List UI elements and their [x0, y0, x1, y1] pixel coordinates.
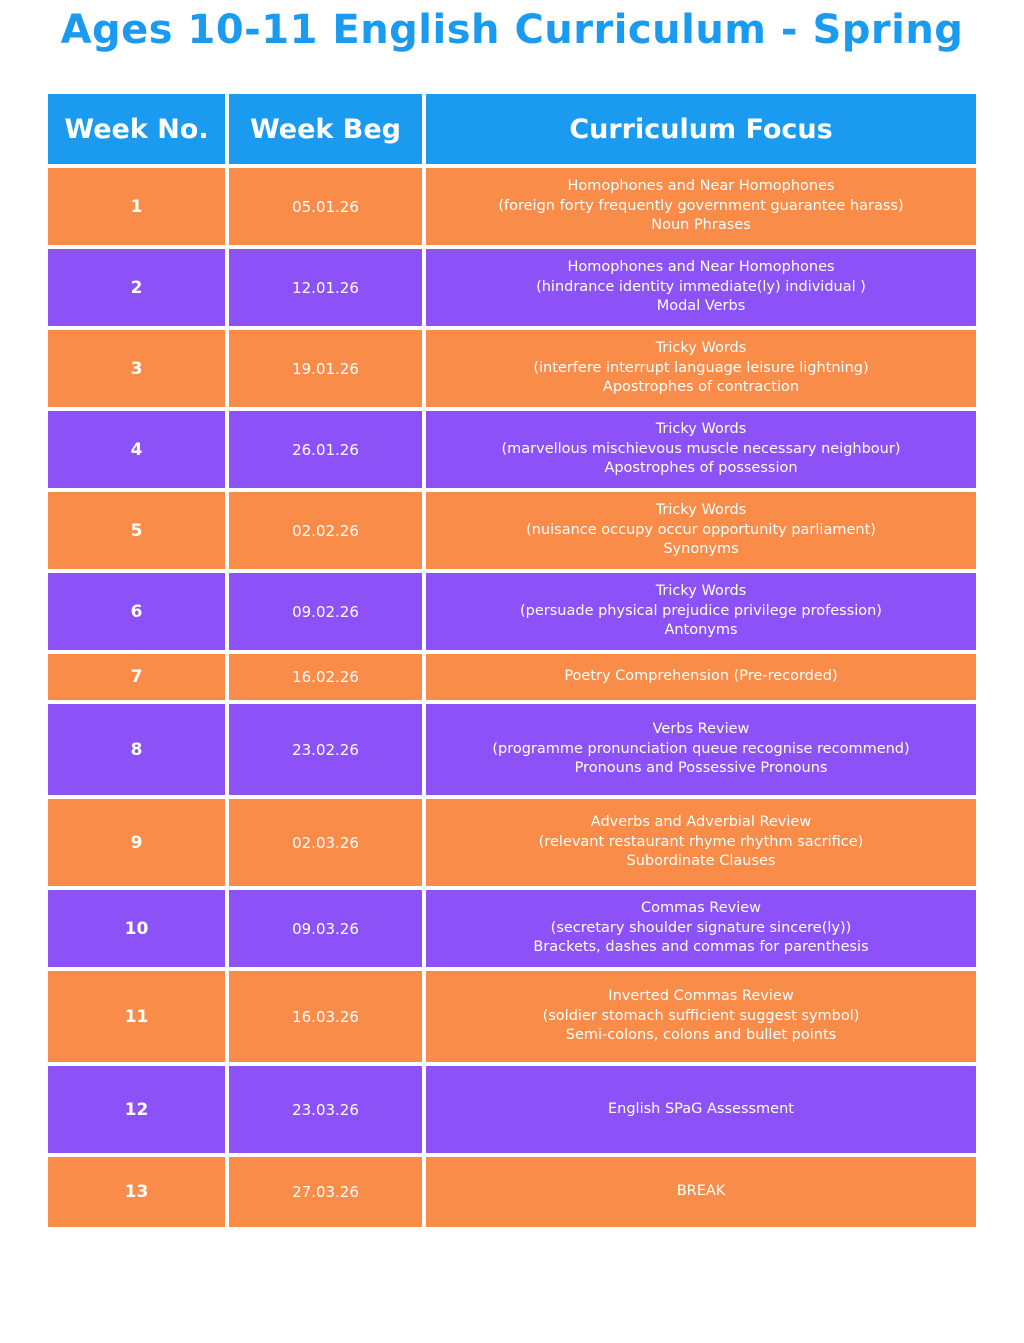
week-beginning-cell: 16.02.26 [229, 654, 422, 700]
focus-line: Verbs Review [652, 721, 750, 738]
curriculum-focus-cell [426, 168, 976, 245]
week-beginning-cell: 19.01.26 [229, 330, 422, 407]
week-beginning-cell: 02.02.26 [229, 492, 422, 569]
focus-line: (persuade physical prejudice privilege profession) [520, 602, 882, 619]
header-curriculum-focus: Curriculum Focus [426, 94, 976, 164]
focus-line: Subordinate Clauses [626, 853, 776, 870]
week-beginning-cell: 12.01.26 [229, 249, 422, 326]
focus-line: Modal Verbs [656, 298, 746, 315]
week-beginning-cell: 23.03.26 [229, 1066, 422, 1153]
week-beginning-cell: 27.03.26 [229, 1157, 422, 1227]
focus-line: (marvellous mischievous muscle necessary neighbour) [501, 440, 901, 457]
week-beginning-cell: 23.02.26 [229, 704, 422, 795]
curriculum-focus-cell [426, 1157, 976, 1227]
focus-line: Pronouns and Possessive Pronouns [574, 760, 828, 777]
focus-line: Apostrophes of contraction [602, 379, 800, 396]
focus-line: Tricky Words [655, 421, 747, 438]
curriculum-focus-cell [426, 1066, 976, 1153]
week-beginning-cell: 26.01.26 [229, 411, 422, 488]
focus-line: BREAK [676, 1183, 726, 1200]
week-number-cell: 3 [48, 330, 225, 407]
focus-line: (programme pronunciation queue recognise recommend) [492, 740, 910, 757]
curriculum-focus-cell [426, 799, 976, 886]
curriculum-focus-cell [426, 249, 976, 326]
week-number-cell: 11 [48, 971, 225, 1062]
page-title: Ages 10-11 English Curriculum - Spring [60, 7, 964, 53]
week-beginning-cell: 09.02.26 [229, 573, 422, 650]
focus-line: Tricky Words [655, 502, 747, 519]
week-beginning-cell: 16.03.26 [229, 971, 422, 1062]
curriculum-focus-cell [426, 573, 976, 650]
week-number-cell: 12 [48, 1066, 225, 1153]
focus-line: Commas Review [640, 900, 762, 917]
focus-line: Inverted Commas Review [608, 988, 794, 1005]
curriculum-focus-cell [426, 411, 976, 488]
focus-line: (foreign forty frequently government guarantee harass) [498, 197, 904, 214]
curriculum-focus-cell [426, 492, 976, 569]
focus-line: Brackets, dashes and commas for parenthesis [533, 939, 869, 956]
curriculum-focus-cell [426, 704, 976, 795]
week-beginning-cell: 02.03.26 [229, 799, 422, 886]
focus-line: (interfere interrupt language leisure lightning) [533, 359, 869, 376]
week-number-cell: 10 [48, 890, 225, 967]
focus-line: Tricky Words [655, 340, 747, 357]
focus-line: Poetry Comprehension (Pre-recorded) [564, 668, 838, 685]
focus-line: Synonyms [663, 541, 739, 558]
focus-line: Semi-colons, colons and bullet points [565, 1027, 837, 1044]
week-number-cell: 1 [48, 168, 225, 245]
focus-line: (hindrance identity immediate(ly) individual ) [536, 278, 866, 295]
curriculum-table [48, 94, 976, 1227]
header-week-no: Week No. [48, 94, 225, 164]
curriculum-focus-cell [426, 971, 976, 1062]
focus-line: (secretary shoulder signature sincere(ly)) [550, 919, 852, 936]
focus-line: (relevant restaurant rhyme rhythm sacrifice) [538, 833, 864, 850]
week-number-cell: 7 [48, 654, 225, 700]
week-beginning-cell: 05.01.26 [229, 168, 422, 245]
focus-line: Apostrophes of possession [604, 460, 798, 477]
week-number-cell: 2 [48, 249, 225, 326]
header-week-beg: Week Beg [229, 94, 422, 164]
curriculum-focus-cell [426, 654, 976, 700]
week-number-cell: 9 [48, 799, 225, 886]
focus-line: Homophones and Near Homophones [567, 178, 835, 195]
curriculum-focus-cell [426, 890, 976, 967]
focus-line: Antonyms [664, 622, 738, 639]
week-number-cell: 5 [48, 492, 225, 569]
week-number-cell: 13 [48, 1157, 225, 1227]
week-number-cell: 4 [48, 411, 225, 488]
focus-line: Noun Phrases [651, 217, 751, 234]
curriculum-focus-cell [426, 330, 976, 407]
focus-line: Tricky Words [655, 583, 747, 600]
week-number-cell: 8 [48, 704, 225, 795]
focus-line: (soldier stomach sufficient suggest symbol) [542, 1007, 860, 1024]
focus-line: (nuisance occupy occur opportunity parliament) [526, 521, 876, 538]
focus-line: Homophones and Near Homophones [567, 259, 835, 276]
focus-line: Adverbs and Adverbial Review [590, 814, 812, 831]
focus-line: English SPaG Assessment [608, 1100, 794, 1117]
week-number-cell: 6 [48, 573, 225, 650]
week-beginning-cell: 09.03.26 [229, 890, 422, 967]
